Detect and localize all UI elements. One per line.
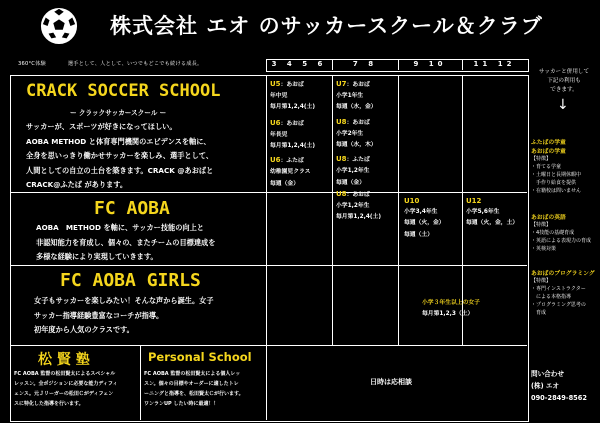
page-title: 株式会社 エオ のサッカースクール＆クラブ [110,14,543,38]
crack-subtitle: ー クラックサッカースクール ー [70,109,167,117]
matsu-title: 松 賢 塾 [38,352,90,368]
crack-classes-345: U5：あおば 年中児 毎月第1,2,4(土) U6：あおば 年長児 毎月第1,2,4(土) U6：ふたば 幼稚園児クラス 毎週（金） [270,80,315,187]
schedule-note: 日時は応相談 [370,378,412,386]
aoba-u12-class: U12 小学5,6年生 毎週（火，金，土） [466,197,519,227]
crack-classes-78: U7：あおば 小学1年生 毎週（水，金） U8：あおば 小学2年生 毎週（水，木） U8：ふたば 小学1,2年生 毎週（金） U8：あおば 小学1,2年生 毎月第1,2,4(土) [336,80,381,221]
motto-text: 選手として、人として、いつでもどこでも続ける成長。 [67,61,203,67]
side-intro: サッカーと併用して 下記の利用も できます。 [538,69,590,93]
soccer-ball-logo-icon [40,7,78,45]
motto-tag: 360°C体験 [18,61,46,67]
grade-header-2: 7 8 [352,60,378,68]
girls-class: 小学３年生以上の女子 毎月第1,2,3（土） [422,300,480,318]
motto [18,60,224,67]
side-block-programming: あおばのプログラミング 【特徴】 ・専門インストラクター による本格指導 ・プログラミング思考の 育成 [531,271,595,316]
grade-header-4: 11 12 [473,60,516,68]
side-block-english: あおばの英語 【特徴】 ・4技能の基礎育成 ・英語による表現力の育成 ・英検対策 [531,215,592,252]
down-arrow-icon: ↓ [557,97,569,113]
aoba-u10-class: U10 小学3,4年生 毎週（火，金） 毎週（土） [404,197,445,238]
girls-description: 女子もサッカーを楽しみたい！そんな声から誕生。女子 サッカー指導経験豊富なコーチが指導。 初年度から人気のクラスです。 [34,296,214,335]
aoba-description: AOBA METHOD を軸に、サッカー技能の向上と 非認知能力を育成し、個々の、またチームの目標達成を 多様な経験により実現していきます。 [36,223,216,262]
grade-header-3: 9 10 [413,60,447,68]
girls-title: FC AOBA GIRLS [60,270,201,291]
grade-header-1: 3 4 5 6 [271,60,327,68]
crack-description: サッカーが、スポーツが好きになってほしい。 AOBA METHOD と体育専門機関のエビデンスを軸に、 全身を思いっきり働かせサッカーを楽しみ、選手として、 人間としての自立の土台を築きます。CRACK @あおばと CRACK@ふたば があります。 [26,122,214,190]
personal-description: FC AOBA 監督の松田賢太による個人レッ スン。個々の目標やオーダーに適したトレ ーニングと指導を、松田賢太Ｃが行います。 ワンランUP したい時に最適！！ [144,371,244,407]
side-block-gakudo: ふたばの学童 あおばの学童 【特徴】 ・育てる学童 ・土曜日と長期休暇中 手作り給食を提供 ・在籍校は問いません [531,140,582,194]
personal-title: Personal School [148,350,252,364]
crack-title: CRACK SOCCER SCHOOL [26,81,221,101]
matsu-description: FC AOBA 監督の松田賢太によるスペシャル レッスン。全ポジションに必要な能力ディフィ ェンス。元Ｊリーガーの松田Ｃがディフェン スに特化した指導を行います。 [14,371,118,407]
aoba-title: FC AOBA [94,198,170,219]
contact-info: 問い合わせ (株) エオ 090-2849-8562 [531,370,587,402]
